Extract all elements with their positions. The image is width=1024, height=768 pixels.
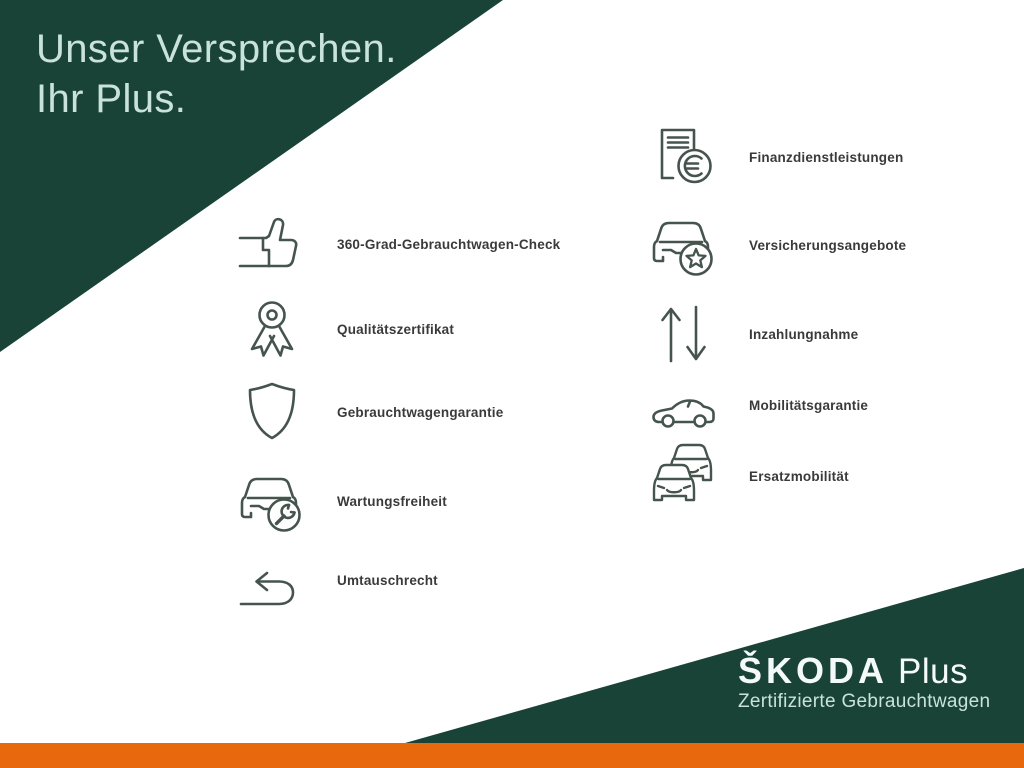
up-down-arrows-icon bbox=[649, 299, 719, 369]
item-versicherungsangebote bbox=[649, 210, 906, 280]
item-gebrauchtwagengarantie bbox=[237, 377, 503, 447]
item-inzahlungnahme bbox=[649, 299, 858, 369]
shield-icon bbox=[237, 377, 307, 447]
thumbs-up-icon bbox=[237, 209, 307, 279]
item-label: 360-Grad-Gebrauchtwagen-Check bbox=[337, 236, 561, 252]
item-qualitaetszertifikat bbox=[237, 294, 454, 364]
return-arrow-icon bbox=[237, 545, 307, 615]
skoda-plus-logo bbox=[738, 652, 990, 713]
page-title-line2: Ihr Plus. bbox=[36, 77, 187, 121]
item-label: Inzahlungnahme bbox=[749, 326, 859, 342]
award-ribbon-icon bbox=[237, 294, 307, 364]
logo-wordmark bbox=[738, 652, 990, 691]
item-label: Finanzdienstleistungen bbox=[749, 149, 904, 165]
item-label: Qualitätszertifikat bbox=[337, 321, 455, 337]
bottom-orange-bar bbox=[0, 743, 1024, 768]
page-title-line1: Unser Versprechen. bbox=[36, 27, 397, 71]
car-star-icon bbox=[649, 210, 719, 280]
car-wrench-icon bbox=[237, 466, 307, 536]
car-side-icon bbox=[649, 370, 719, 440]
logo-subtitle: Zertifizierte Gebrauchtwagen bbox=[738, 691, 991, 712]
item-umtauschrecht bbox=[237, 545, 438, 615]
item-label: Mobilitätsgarantie bbox=[749, 397, 869, 413]
item-label: Versicherungsangebote bbox=[749, 237, 907, 253]
document-euro-icon bbox=[649, 122, 719, 192]
brand-name: ŠKODA bbox=[738, 650, 889, 691]
brand-suffix: Plus bbox=[898, 652, 969, 691]
item-label: Wartungsfreiheit bbox=[337, 493, 447, 509]
item-wartungsfreiheit bbox=[237, 466, 447, 536]
item-label: Ersatzmobilität bbox=[749, 468, 849, 484]
item-360-grad-check bbox=[237, 209, 560, 279]
item-finanzdienstleistungen bbox=[649, 122, 903, 192]
item-label: Umtauschrecht bbox=[337, 572, 438, 588]
page-title bbox=[36, 24, 397, 124]
two-cars-icon bbox=[649, 441, 719, 511]
item-mobilitaetsgarantie bbox=[649, 370, 868, 440]
item-label: Gebrauchtwagengarantie bbox=[337, 404, 504, 420]
item-ersatzmobilitaet bbox=[649, 441, 849, 511]
